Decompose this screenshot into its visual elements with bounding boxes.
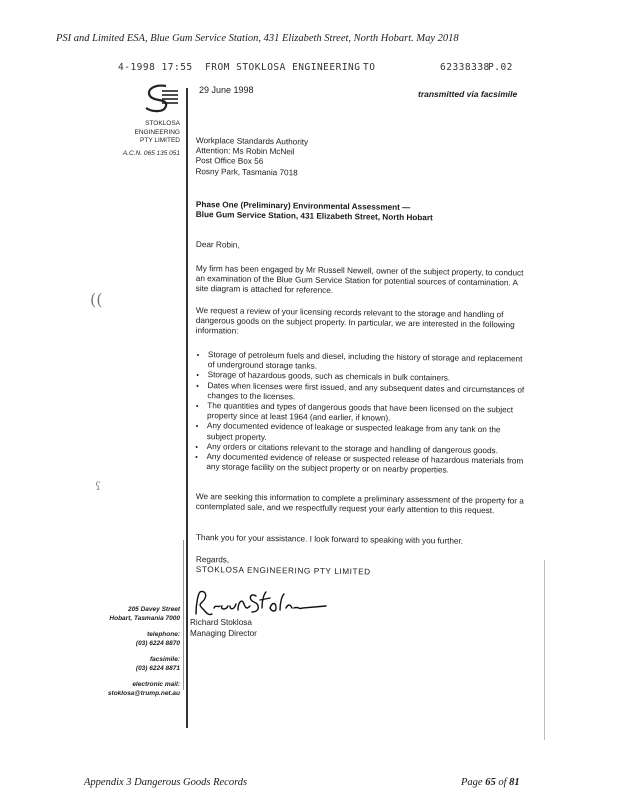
signer-name: Richard Stoklosa (190, 618, 252, 627)
recipient-attention: Attention: Ms Robin McNeil (195, 146, 295, 157)
list-item: • Storage of petroleum fuels and diesel, including the history of storage and replacement of underground storage tanks. (208, 350, 526, 375)
facsimile-label: facsimile: (150, 656, 180, 663)
list-item: • Storage of hazardous goods, such as chemicals in bulk containers. (208, 371, 526, 386)
fax-date-time: 4-1998 17:55 (118, 62, 193, 73)
recipient-suburb: Rosny Park, Tasmania 7018 (195, 166, 298, 178)
subject-line2: Blue Gum Service Station, 431 Elizabeth Street, North Hobart (195, 210, 433, 223)
subject-line1: Phase One (Preliminary) Environmental Assessment — (195, 200, 411, 212)
list-item: • Any documented evidence of release or suspected release of hazardous materials from any storage facility on the subject property or on nearby properties. (206, 452, 524, 477)
company-name-line2: ENGINEERING (134, 128, 180, 136)
recipient-po-box: Post Office Box 56 (195, 156, 264, 167)
telephone-number: (03) 6224 8870 (135, 639, 180, 647)
closing: Regards, (195, 555, 230, 565)
company-logo-icon (140, 82, 180, 116)
transmitted-note: transmitted via facsimile (418, 89, 518, 99)
request-list (194, 350, 526, 477)
list-item: • Any documented evidence of leakage or suspected leakage from any tank on the subject property. (207, 422, 525, 447)
signer-block (190, 618, 257, 639)
paragraph-1: My firm has been engaged by Mr Russell Newell, owner of the subject property, to conduct an examination of the Blue Gum Service Station for potential sources of contamination. A site diagram is attached for reference. (195, 264, 524, 296)
company-name-line3: PTY LIMITED (140, 137, 180, 144)
paragraph-2: We request a review of your licensing records relevant to the storage and handling of dangerous goods on the subject property. In particular, we are interested in the following information: (195, 306, 515, 337)
email-label: electronic mail: (132, 681, 180, 688)
letterhead-rule (186, 88, 188, 728)
paragraph-3: We are seeking this information to complete a preliminary assessment of the property for a contemplated sale, and we respectfully request your early attention to this request. (195, 492, 524, 516)
fax-to-label: TO (363, 62, 376, 73)
handwritten-signature (190, 586, 330, 620)
list-item: • The quantities and types of dangerous goods that have been licensed on the subject property since at least 1964 (and earlier, if known). (207, 401, 525, 426)
page-of: of (498, 777, 507, 788)
list-item: • Dates when licenses were first issued, and any subsequent dates and circumstances of changes to the licenses. (207, 381, 525, 406)
list-item: • Any orders or citations relevant to the storage and handling of dangerous goods. (207, 442, 525, 457)
company-street: 205 Davey Street (127, 606, 180, 613)
fax-from: FROM STOKLOSA ENGINEERING (205, 62, 361, 73)
letter-date: 29 June 1998 (199, 85, 254, 95)
page-total: 81 (509, 777, 520, 788)
company-city: Hobart, Tasmania 7000 (109, 614, 180, 622)
footer-page-number (461, 777, 520, 788)
letter-subject (196, 200, 526, 225)
company-name-line1: STOKLOSA (145, 120, 180, 127)
paragraph-4: Thank you for your assistance. I look forward to speaking with you further. (195, 533, 464, 546)
footer-appendix: Appendix 3 Dangerous Goods Records (84, 777, 248, 788)
company-acn: A.C.N. 065 135 051 (122, 149, 180, 157)
company-signature-line: STOKLOSA ENGINEERING PTY LIMITED (195, 565, 371, 577)
margin-mark (183, 540, 184, 690)
page-header: PSI and Limited ESA, Blue Gum Service Station, 431 Elizabeth Street, North Hobart. May 2018 (56, 33, 459, 44)
salutation: Dear Robin, (195, 240, 240, 250)
right-margin-mark (544, 560, 545, 740)
recipient-org: Workplace Standards Authority (195, 136, 309, 147)
page-prefix: Page (461, 777, 483, 788)
facsimile-number: (03) 6224 8871 (135, 664, 180, 672)
scan-mark-small: ʕ (95, 480, 101, 493)
fax-page: P.02 (488, 62, 513, 73)
email-address: stoklosa@trump.net.au (107, 689, 180, 697)
letterhead-company (96, 120, 180, 158)
page-current: 65 (485, 777, 496, 788)
closing-block (196, 555, 526, 580)
telephone-label: telephone: (147, 631, 180, 638)
scan-mark: (( (90, 290, 103, 309)
fax-to-number: 62338338 (440, 62, 490, 73)
letterhead-contact (96, 606, 180, 698)
recipient-address (195, 136, 526, 181)
signer-title: Managing Director (190, 628, 257, 638)
